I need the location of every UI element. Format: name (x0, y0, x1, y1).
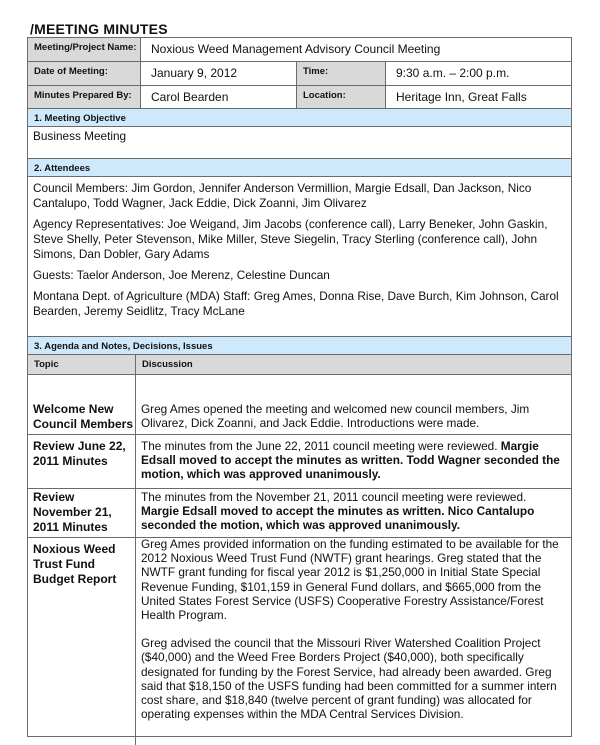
section-attendees-header: 2. Attendees (28, 159, 571, 176)
attendees-mda-staff: Montana Dept. of Agriculture (MDA) Staff: Greg Ames, Donna Rise, Dave Burch, Kim Johnson, Carol Bearden, Jeremy Seidlitz, Tracy McLane (33, 289, 559, 318)
topic-review-november: Review November 21, 2011 Minutes (33, 490, 112, 534)
discussion-column-header: Discussion (136, 355, 571, 374)
attendees-agency: Agency Representatives: Joe Weigand, Jim Jacobs (conference call), Larry Beneker, John Gaskin, Steve Shelly, Peter Stevenson, Mike Miller, Steve Siegelin, Tracy Sterling (conference call), John Simons, Dan Dobler, Gary Adams (33, 217, 548, 261)
attendees-guests: Guests: Taelor Anderson, Joe Merenz, Celestine Duncan (33, 268, 330, 282)
date-value: January 9, 2012 (151, 66, 238, 80)
discussion-welcome: Greg Ames opened the meeting and welcomed new council members, Jim Olivarez, Dick Zoanni, and Jack Eddie. Introductions were made. (141, 402, 530, 431)
prepared-by-label: Minutes Prepared By: (28, 86, 141, 108)
time-label: Time: (297, 62, 385, 85)
discussion-review-june: The minutes from the June 22, 2011 council meeting were reviewed. Margie Edsall moved to accept the minutes as written. Todd Wagner seconded the motion, which was approved unanimously. (141, 439, 560, 482)
trust-fund-paragraph-2: Greg advised the council that the Missouri River Watershed Coalition Project ($40,000) and the Weed Free Borders Project ($40,000), both specifically designated for funding by the Forest Service, had already been awarded. Greg said that $18,150 of the USFS funding had been committed for a summer intern cost share, and $18,840 (twelve percent of grant funding) was allocated for operating expenses within the MDA Central Services Division. (141, 636, 557, 722)
section-agenda-header: 3. Agenda and Notes, Decisions, Issues (28, 337, 571, 354)
topic-review-june: Review June 22, 2011 Minutes (33, 439, 126, 468)
discussion-trust-fund (141, 537, 566, 721)
minutes-form (27, 37, 572, 737)
attendees-council: Council Members: Jim Gordon, Jennifer Anderson Vermillion, Margie Edsall, Dan Jackson, Nico Cantalupo, Todd Wagner, Jack Eddie, Dick Zoanni, Jim Olivarez (33, 181, 532, 210)
topic-welcome: Welcome New Council Members (33, 402, 134, 431)
time-value: 9:30 a.m. – 2:00 p.m. (396, 66, 510, 80)
project-name-label: Meeting/Project Name: (28, 38, 141, 61)
objective-text: Business Meeting (33, 129, 127, 143)
document-title: /MEETING MINUTES (30, 21, 168, 37)
project-name-value: Noxious Weed Management Advisory Council Meeting (151, 42, 441, 56)
motion-november: Margie Edsall moved to accept the minutes as written. Nico Cantalupo seconded the motion, which was approved unanimously. (141, 504, 535, 533)
topic-column-header: Topic (28, 355, 135, 374)
date-label: Date of Meeting: (28, 62, 141, 85)
location-label: Location: (297, 86, 385, 108)
discussion-review-november: The minutes from the November 21, 2011 council meeting were reviewed. Margie Edsall moved to accept the minutes as written. Nico Cantalupo seconded the motion, which was approved unanimously. (141, 490, 535, 533)
trust-fund-paragraph-1: Greg Ames provided information on the funding estimated to be available for the 2012 Noxious Weed Trust Fund (NWTF) grant hearings. Greg stated that the NWTF grant funding for fiscal year 2012 is $1,250,000 in Initial State Special Revenue Funding, $101,159 in General Fund dollars, and $665,000 from the United States Forest Service (USFS) Cooperative Forestry Assistance/Forest Health Program. (141, 537, 559, 623)
motion-june: Margie Edsall moved to accept the minutes as written. Todd Wagner seconded the motion, which was approved unanimously. (141, 439, 560, 482)
topic-trust-fund: Noxious Weed Trust Fund Budget Report (33, 542, 117, 586)
section-objective-header: 1. Meeting Objective (28, 109, 571, 126)
location-value: Heritage Inn, Great Falls (396, 90, 527, 104)
prepared-by-value: Carol Bearden (151, 90, 229, 104)
attendees-list (33, 181, 563, 325)
